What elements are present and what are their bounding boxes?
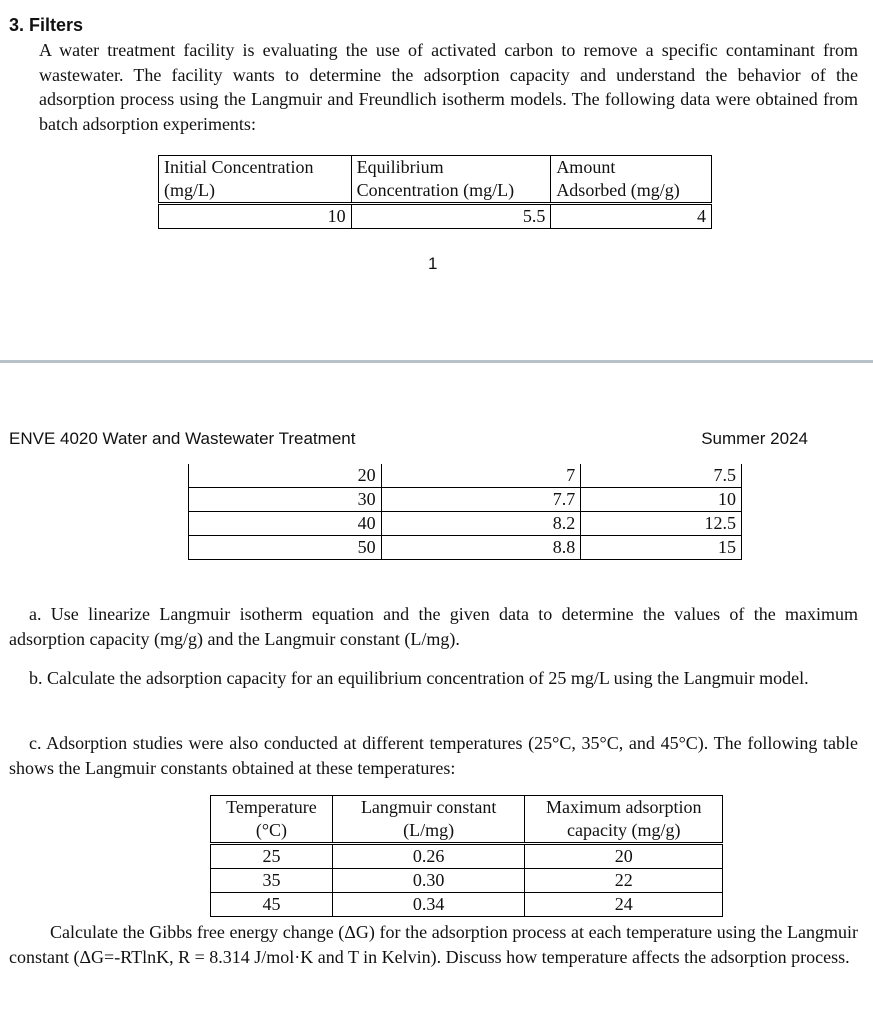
section-heading: 3. Filters — [9, 15, 84, 35]
page-number: 1 — [428, 254, 438, 273]
cell-initial: 50 — [189, 536, 382, 560]
header-equilibrium-concentration — [351, 156, 551, 204]
intro-paragraph: A water treatment facility is evaluating the use of activated carbon to remove a specific contaminant from wastewater. The facility wants to determine the adsorption capacity and understand the behavior of the adsorption process using the Langmuir and Freundlich isotherm models. The following data were obtained from batch adsorption experiments: — [39, 40, 858, 134]
header-text: Maximum adsorption — [545, 797, 702, 817]
table-row — [211, 893, 723, 917]
cell-equilibrium: 8.2 — [381, 512, 581, 536]
cell-adsorbed: 7.5 — [581, 464, 742, 488]
table-row — [189, 512, 742, 536]
adsorption-data-table — [158, 155, 712, 229]
header-amount-adsorbed — [551, 156, 712, 204]
header-text: (L/mg) — [403, 820, 455, 840]
cell-equilibrium: 7 — [381, 464, 581, 488]
page-separator — [0, 360, 873, 363]
question-a: a. Use linearize Langmuir isotherm equation and the given data to determine the values of the maximum adsorption capacity (mg/g) and the Langmuir constant (L/mg). — [9, 604, 858, 649]
cell-initial: 20 — [189, 464, 382, 488]
cell-langmuir-constant: 0.26 — [332, 844, 525, 869]
term-label: Summer 2024 — [701, 429, 808, 448]
table-row — [159, 204, 712, 229]
header-text: capacity (mg/g) — [566, 820, 681, 840]
cell-max-capacity: 20 — [525, 844, 723, 869]
table-row — [211, 869, 723, 893]
header-max-capacity — [525, 796, 723, 844]
table-header-row — [211, 796, 723, 844]
cell-initial: 30 — [189, 488, 382, 512]
header-langmuir-constant — [332, 796, 525, 844]
cell-equilibrium: 8.8 — [381, 536, 581, 560]
cell-adsorbed: 12.5 — [581, 512, 742, 536]
header-text: (°C) — [255, 820, 288, 840]
cell-max-capacity: 22 — [525, 869, 723, 893]
table-row — [189, 488, 742, 512]
question-b: b. Calculate the adsorption capacity for an equilibrium concentration of 25 mg/L using the Langmuir model. — [29, 668, 809, 688]
table-row — [189, 536, 742, 560]
cell-temperature: 25 — [211, 844, 333, 869]
question-c-followup: Calculate the Gibbs free energy change (ΔG) for the adsorption process at each temperature using the Langmuir constant (ΔG=-RTlnK, R = 8.314 J/mol·K and T in Kelvin). Discuss how temperature affects the adsorption process. — [9, 922, 858, 967]
cell-temperature: 35 — [211, 869, 333, 893]
cell-adsorbed: 15 — [581, 536, 742, 560]
cell-initial: 10 — [159, 204, 352, 229]
cell-langmuir-constant: 0.34 — [332, 893, 525, 917]
cell-equilibrium: 7.7 — [381, 488, 581, 512]
table-row — [211, 844, 723, 869]
header-text: Temperature — [226, 797, 317, 817]
header-text: Concentration (mg/L) — [356, 180, 515, 200]
cell-equilibrium: 5.5 — [351, 204, 551, 229]
header-initial-concentration — [159, 156, 352, 204]
question-c: c. Adsorption studies were also conducted at different temperatures (25°C, 35°C, and 45°C). The following table shows the Langmuir constants obtained at these temperatures: — [9, 733, 858, 778]
cell-adsorbed: 10 — [581, 488, 742, 512]
table-header-row — [159, 156, 712, 204]
adsorption-data-table-continued — [188, 464, 742, 560]
cell-max-capacity: 24 — [525, 893, 723, 917]
cell-initial: 40 — [189, 512, 382, 536]
header-text: Adsorbed (mg/g) — [556, 180, 680, 200]
cell-temperature: 45 — [211, 893, 333, 917]
temperature-table — [210, 795, 723, 917]
header-text: Langmuir constant — [360, 797, 497, 817]
header-text: (mg/L) — [164, 180, 215, 200]
cell-langmuir-constant: 0.30 — [332, 869, 525, 893]
cell-adsorbed: 4 — [551, 204, 712, 229]
header-temperature — [211, 796, 333, 844]
header-text: Equilibrium — [356, 157, 444, 177]
table-row — [189, 464, 742, 488]
header-text: Amount — [556, 157, 616, 177]
course-title: ENVE 4020 Water and Wastewater Treatment — [9, 429, 356, 448]
header-text: Initial Concentration — [164, 157, 314, 177]
